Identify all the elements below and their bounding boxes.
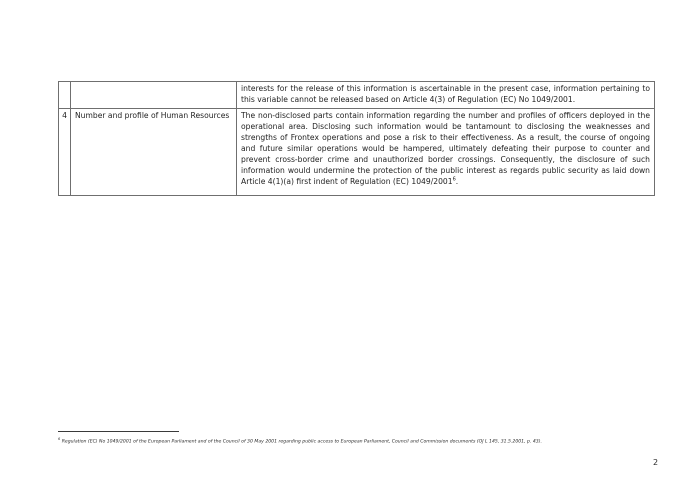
row-number-cell — [59, 82, 71, 109]
document-table — [58, 81, 655, 196]
justification-cell: interests for the release of this information is ascertainable in the present case, information pertaining to this variable cannot be released based on Article 4(3) of Regulation (EC) No 1049/2001. — [237, 82, 655, 109]
footnote-reference: 6 — [452, 176, 456, 183]
footnote-text: Regulation (EC) No 1049/2001 of the European Parliament and of the Council of 30 May 2001 regarding public access to European Parliament, Council and Commission documents (OJ L 145, 31.5.2001, p. 43). — [61, 439, 542, 445]
page-number: 2 — [653, 458, 659, 467]
justification-text: The non-disclosed parts contain information regarding the number and profiles of officers deployed in the operational area. Disclosing such information would be tantamount to disclosing the weaknesses and strengths of Frontex operations and pose a risk to their effectiveness. As a result, the course of ongoing and future similar operations would be hampered, ultimately defeating their purpose to counter and prevent cross-border crime and unauthorized border crossings. Consequently, the disclosure of such information would undermine the protection of the public interest as regards public security as laid down Article 4(1)(a) first indent of Regulation (EC) 1049/2001 — [241, 111, 650, 186]
footnote — [58, 436, 658, 446]
footnote-marker: 6 — [58, 437, 61, 441]
table-row — [59, 82, 655, 109]
table-row — [59, 109, 655, 196]
variable-cell — [71, 82, 237, 109]
row-number-cell: 4 — [59, 109, 71, 196]
justification-text-end: . — [455, 177, 459, 186]
footnote-separator — [58, 431, 179, 432]
justification-cell — [237, 109, 655, 196]
variable-cell: Number and profile of Human Resources — [71, 109, 237, 196]
